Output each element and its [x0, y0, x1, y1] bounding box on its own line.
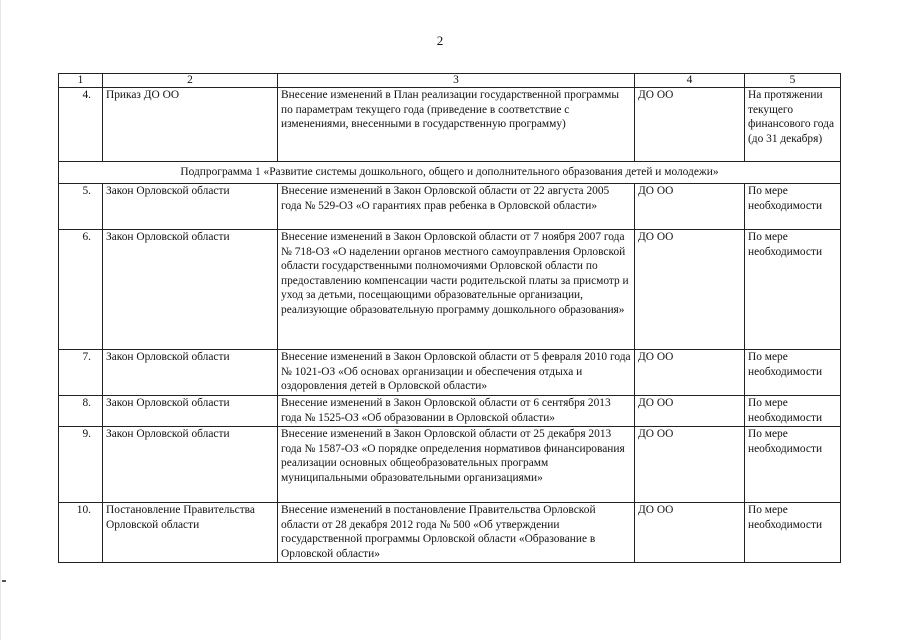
executor: ДО ОО: [635, 427, 745, 503]
table-row: [59, 184, 841, 230]
column-number-5: 5: [745, 74, 841, 88]
table-row: [59, 350, 841, 396]
row-number: 9.: [59, 427, 103, 503]
table-row: [59, 427, 841, 503]
act-content: Внесение изменений в Закон Орловской области от 7 ноября 2007 года № 718-ОЗ «О наделении органов местного самоуправления Орловской области государственными полномочиями Орловской области по предоставлению компенсации части родительской платы за присмотр и уход за детьми, посещающими образовательные организации, реализующие образовательную программу дошкольного образования»: [278, 230, 635, 350]
executor: ДО ОО: [635, 184, 745, 230]
scan-edge: [0, 0, 1, 640]
deadline: По мере необходимости: [745, 503, 841, 563]
act-type: Закон Орловской области: [103, 427, 278, 503]
act-type: Постановление Правительства Орловской области: [103, 503, 278, 563]
act-type: Закон Орловской области: [103, 396, 278, 427]
table-row: [59, 396, 841, 427]
subprogram-title: Подпрограмма 1 «Развитие системы дошкольного, общего и дополнительного образования детей и молодежи»: [59, 162, 841, 184]
row-number: 5.: [59, 184, 103, 230]
act-type: Приказ ДО ОО: [103, 88, 278, 162]
row-number: 7.: [59, 350, 103, 396]
column-number-3: 3: [278, 74, 635, 88]
column-number-2: 2: [103, 74, 278, 88]
margin-mark: [2, 580, 6, 582]
deadline: По мере необходимости: [745, 184, 841, 230]
executor: ДО ОО: [635, 503, 745, 563]
deadline: По мере необходимости: [745, 350, 841, 396]
deadline: На протяжении текущего финансового года (до 31 декабря): [745, 88, 841, 162]
page-number: 2: [436, 33, 444, 48]
table-row: [59, 88, 841, 162]
act-content: Внесение изменений в Закон Орловской области от 5 февраля 2010 года № 1021-ОЗ «Об основах организации и обеспечения отдыха и оздоровления детей в Орловской области»: [278, 350, 635, 396]
act-content: Внесение изменений в Закон Орловской области от 6 сентября 2013 года № 1525-ОЗ «Об образовании в Орловской области»: [278, 396, 635, 427]
deadline: По мере необходимости: [745, 396, 841, 427]
act-content: Внесение изменений в постановление Правительства Орловской области от 28 декабря 2012 года № 500 «Об утверждении государственной программы Орловской области «Образование в Орловской области»: [278, 503, 635, 563]
table-row: [59, 503, 841, 563]
deadline: По мере необходимости: [745, 230, 841, 350]
column-number-1: 1: [59, 74, 103, 88]
table-row: [59, 230, 841, 350]
executor: ДО ОО: [635, 88, 745, 162]
legal-acts-table: [58, 73, 841, 563]
deadline: По мере необходимости: [745, 427, 841, 503]
row-number: 8.: [59, 396, 103, 427]
row-number: 4.: [59, 88, 103, 162]
executor: ДО ОО: [635, 230, 745, 350]
executor: ДО ОО: [635, 350, 745, 396]
row-number: 10.: [59, 503, 103, 563]
act-content: Внесение изменений в Закон Орловской области от 25 декабря 2013 года № 1587-ОЗ «О порядке определения нормативов финансирования реализации основных общеобразовательных программ муниципальными образовательными организациями»: [278, 427, 635, 503]
subprogram-row: [59, 162, 841, 184]
act-content: Внесение изменений в Закон Орловской области от 22 августа 2005 года № 529-ОЗ «О гарантиях прав ребенка в Орловской области»: [278, 184, 635, 230]
act-content: Внесение изменений в План реализации государственной программы по параметрам текущего года (приведение в соответствие с изменениями, внесенными в государственную программу): [278, 88, 635, 162]
act-type: Закон Орловской области: [103, 184, 278, 230]
executor: ДО ОО: [635, 396, 745, 427]
column-number-4: 4: [635, 74, 745, 88]
table-header-row: [59, 74, 841, 88]
act-type: Закон Орловской области: [103, 230, 278, 350]
row-number: 6.: [59, 230, 103, 350]
act-type: Закон Орловской области: [103, 350, 278, 396]
